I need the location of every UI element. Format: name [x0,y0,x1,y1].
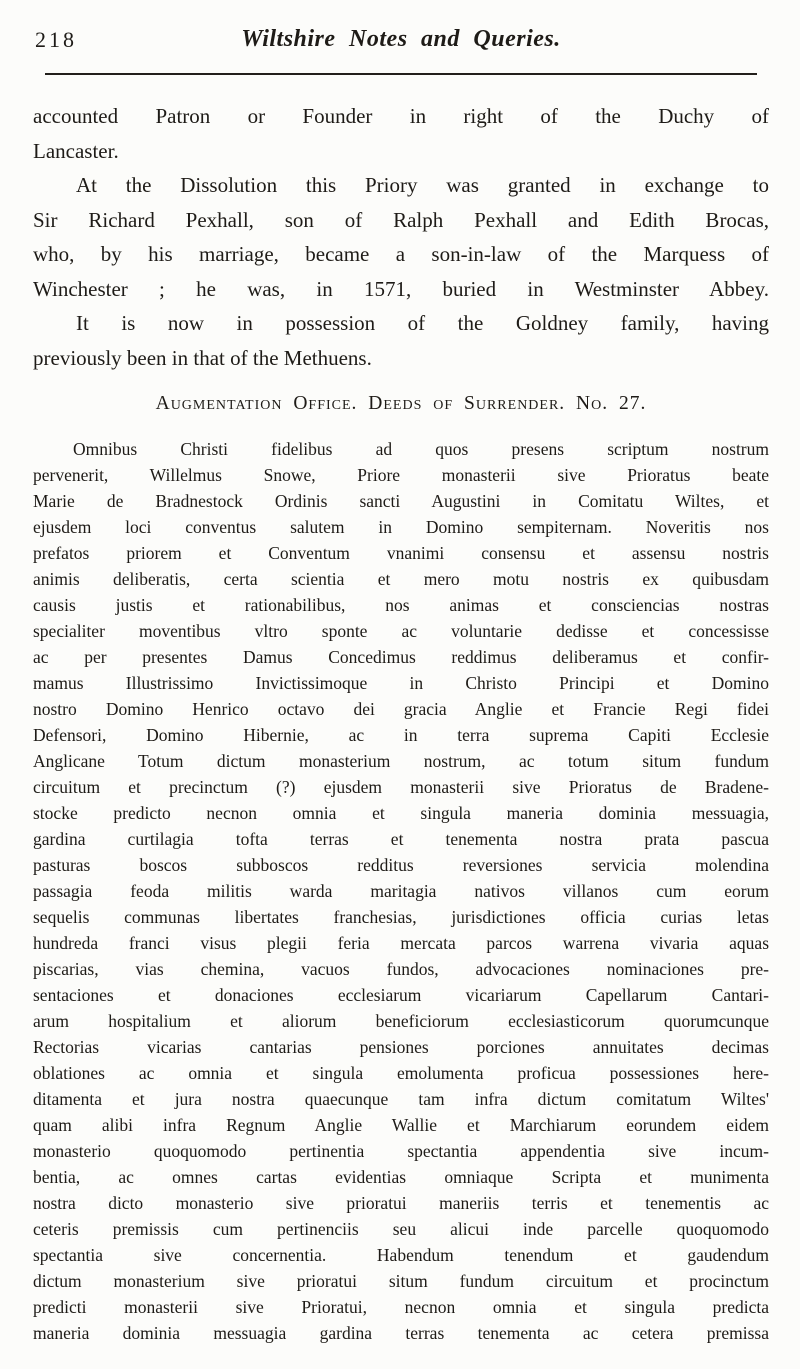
text-line: animis deliberatis, certa scientia et mero motu nostris ex quibusdam [33,569,769,589]
deed-text [33,436,769,1346]
running-title: Wiltshire Notes and Queries. [241,26,561,52]
text-line: Rectorias vicarias cantarias pensiones porciones annuitates decimas [33,1037,769,1057]
text-line: bentia, ac omnes cartas evidentias omniaque Scripta et munimenta [33,1167,769,1187]
text-line: prefatos priorem et Conventum vnanimi consensu et assensu nostris [33,543,769,563]
text-line: Winchester ; he was, in 1571, buried in Westminster Abbey. [33,276,769,301]
text-line: At the Dissolution this Priory was granted in exchange to [76,173,769,197]
text-line: sequelis communas libertates franchesias, jurisdictiones officia curias letas [33,907,769,927]
text-line: It is now in possession of the Goldney family, having [76,311,769,335]
text-line: monasterio quoquomodo pertinentia spectantia appendentia sive incum- [33,1141,769,1161]
text-line: dictum monasterium sive prioratui situm fundum circuitum et procinctum [33,1271,769,1291]
text-line: nostra dicto monasterio sive prioratui maneriis terris et tenementis ac [33,1193,769,1213]
text-line: oblationes ac omnia et singula emolumenta proficua possessiones here- [33,1063,769,1083]
text-line: causis justis et rationabilibus, nos animas et consciencias nostras [33,595,769,615]
text-line: specialiter moventibus vltro sponte ac voluntarie dedisse et concessisse [33,621,769,641]
page-number: 218 [35,27,77,52]
text-line: mamus Illustrissimo Invictissimoque in Christo Principi et Domino [33,673,769,693]
text-line: Anglicane Totum dictum monasterium nostrum, ac totum situm fundum [33,751,769,771]
text-line: circuitum et precinctum (?) ejusdem monasterii sive Prioratus de Bradene- [33,777,769,797]
text-line: stocke predicto necnon omnia et singula maneria dominia messuagia, [33,803,769,823]
text-line: maneria dominia messuagia gardina terras tenementa ac cetera premissa [33,1323,769,1343]
text-line: sentaciones et donaciones ecclesiarum vicariarum Capellarum Cantari- [33,985,769,1005]
text-line: gardina curtilagia tofta terras et tenementa nostra prata pascua [33,829,769,849]
text-line: pasturas boscos subboscos redditus reversiones servicia molendina [33,855,769,875]
text-line: predicti monasterii sive Prioratui, necnon omnia et singula predicta [33,1297,769,1317]
text-line: piscarias, vias chemina, vacuos fundos, advocaciones nominaciones pre- [33,959,769,979]
text-line: who, by his marriage, became a son-in-law of the Marquess of [33,242,769,266]
text-line: quam alibi infra Regnum Anglie Wallie et Marchiarum eorundem eidem [33,1115,769,1135]
text-line: passagia feoda militis warda maritagia nativos villanos cum eorum [33,881,769,901]
section-heading: Augmentation Office. Deeds of Surrender. No. 27. [155,393,647,414]
text-line: Sir Richard Pexhall, son of Ralph Pexhall and Edith Brocas, [33,207,769,232]
text-line: accounted Patron or Founder in right of the Duchy of [33,104,769,128]
text-line: ditamenta et jura nostra quaecunque tam infra dictum comitatum Wiltes' [33,1089,769,1109]
text-line: Lancaster. [33,138,119,163]
text-line: Marie de Bradnestock Ordinis sancti Augustini in Comitatu Wiltes, et [33,491,769,511]
text-line: hundreda franci visus plegii feria mercata parcos warrena vivaria aquas [33,933,769,953]
text-line: ac per presentes Damus Concedimus reddimus deliberamus et confir- [33,647,769,667]
text-line: ceteris premissis cum pertinenciis seu alicui inde parcelle quoquomodo [33,1219,769,1239]
intro-paragraphs [33,99,769,375]
text-line: arum hospitalium et aliorum beneficiorum ecclesiasticorum quorumcunque [33,1011,769,1031]
text-line: nostro Domino Henrico octavo dei gracia Anglie et Francie Regi fidei [33,699,769,719]
text-line: spectantia sive concernentia. Habendum tenendum et gaudendum [33,1245,769,1265]
text-line: ejusdem loci conventus salutem in Domino sempiternam. Noveritis nos [33,517,769,537]
page-header [33,0,769,58]
text-line: Defensori, Domino Hibernie, ac in terra suprema Capiti Ecclesie [33,725,769,745]
text-line: previously been in that of the Methuens. [33,345,372,370]
text-line: pervenerit, Willelmus Snowe, Priore monasterii sive Prioratus beate [33,465,769,485]
text-line: Omnibus Christi fidelibus ad quos presens scriptum nostrum [73,439,769,459]
header-rule [45,73,757,75]
